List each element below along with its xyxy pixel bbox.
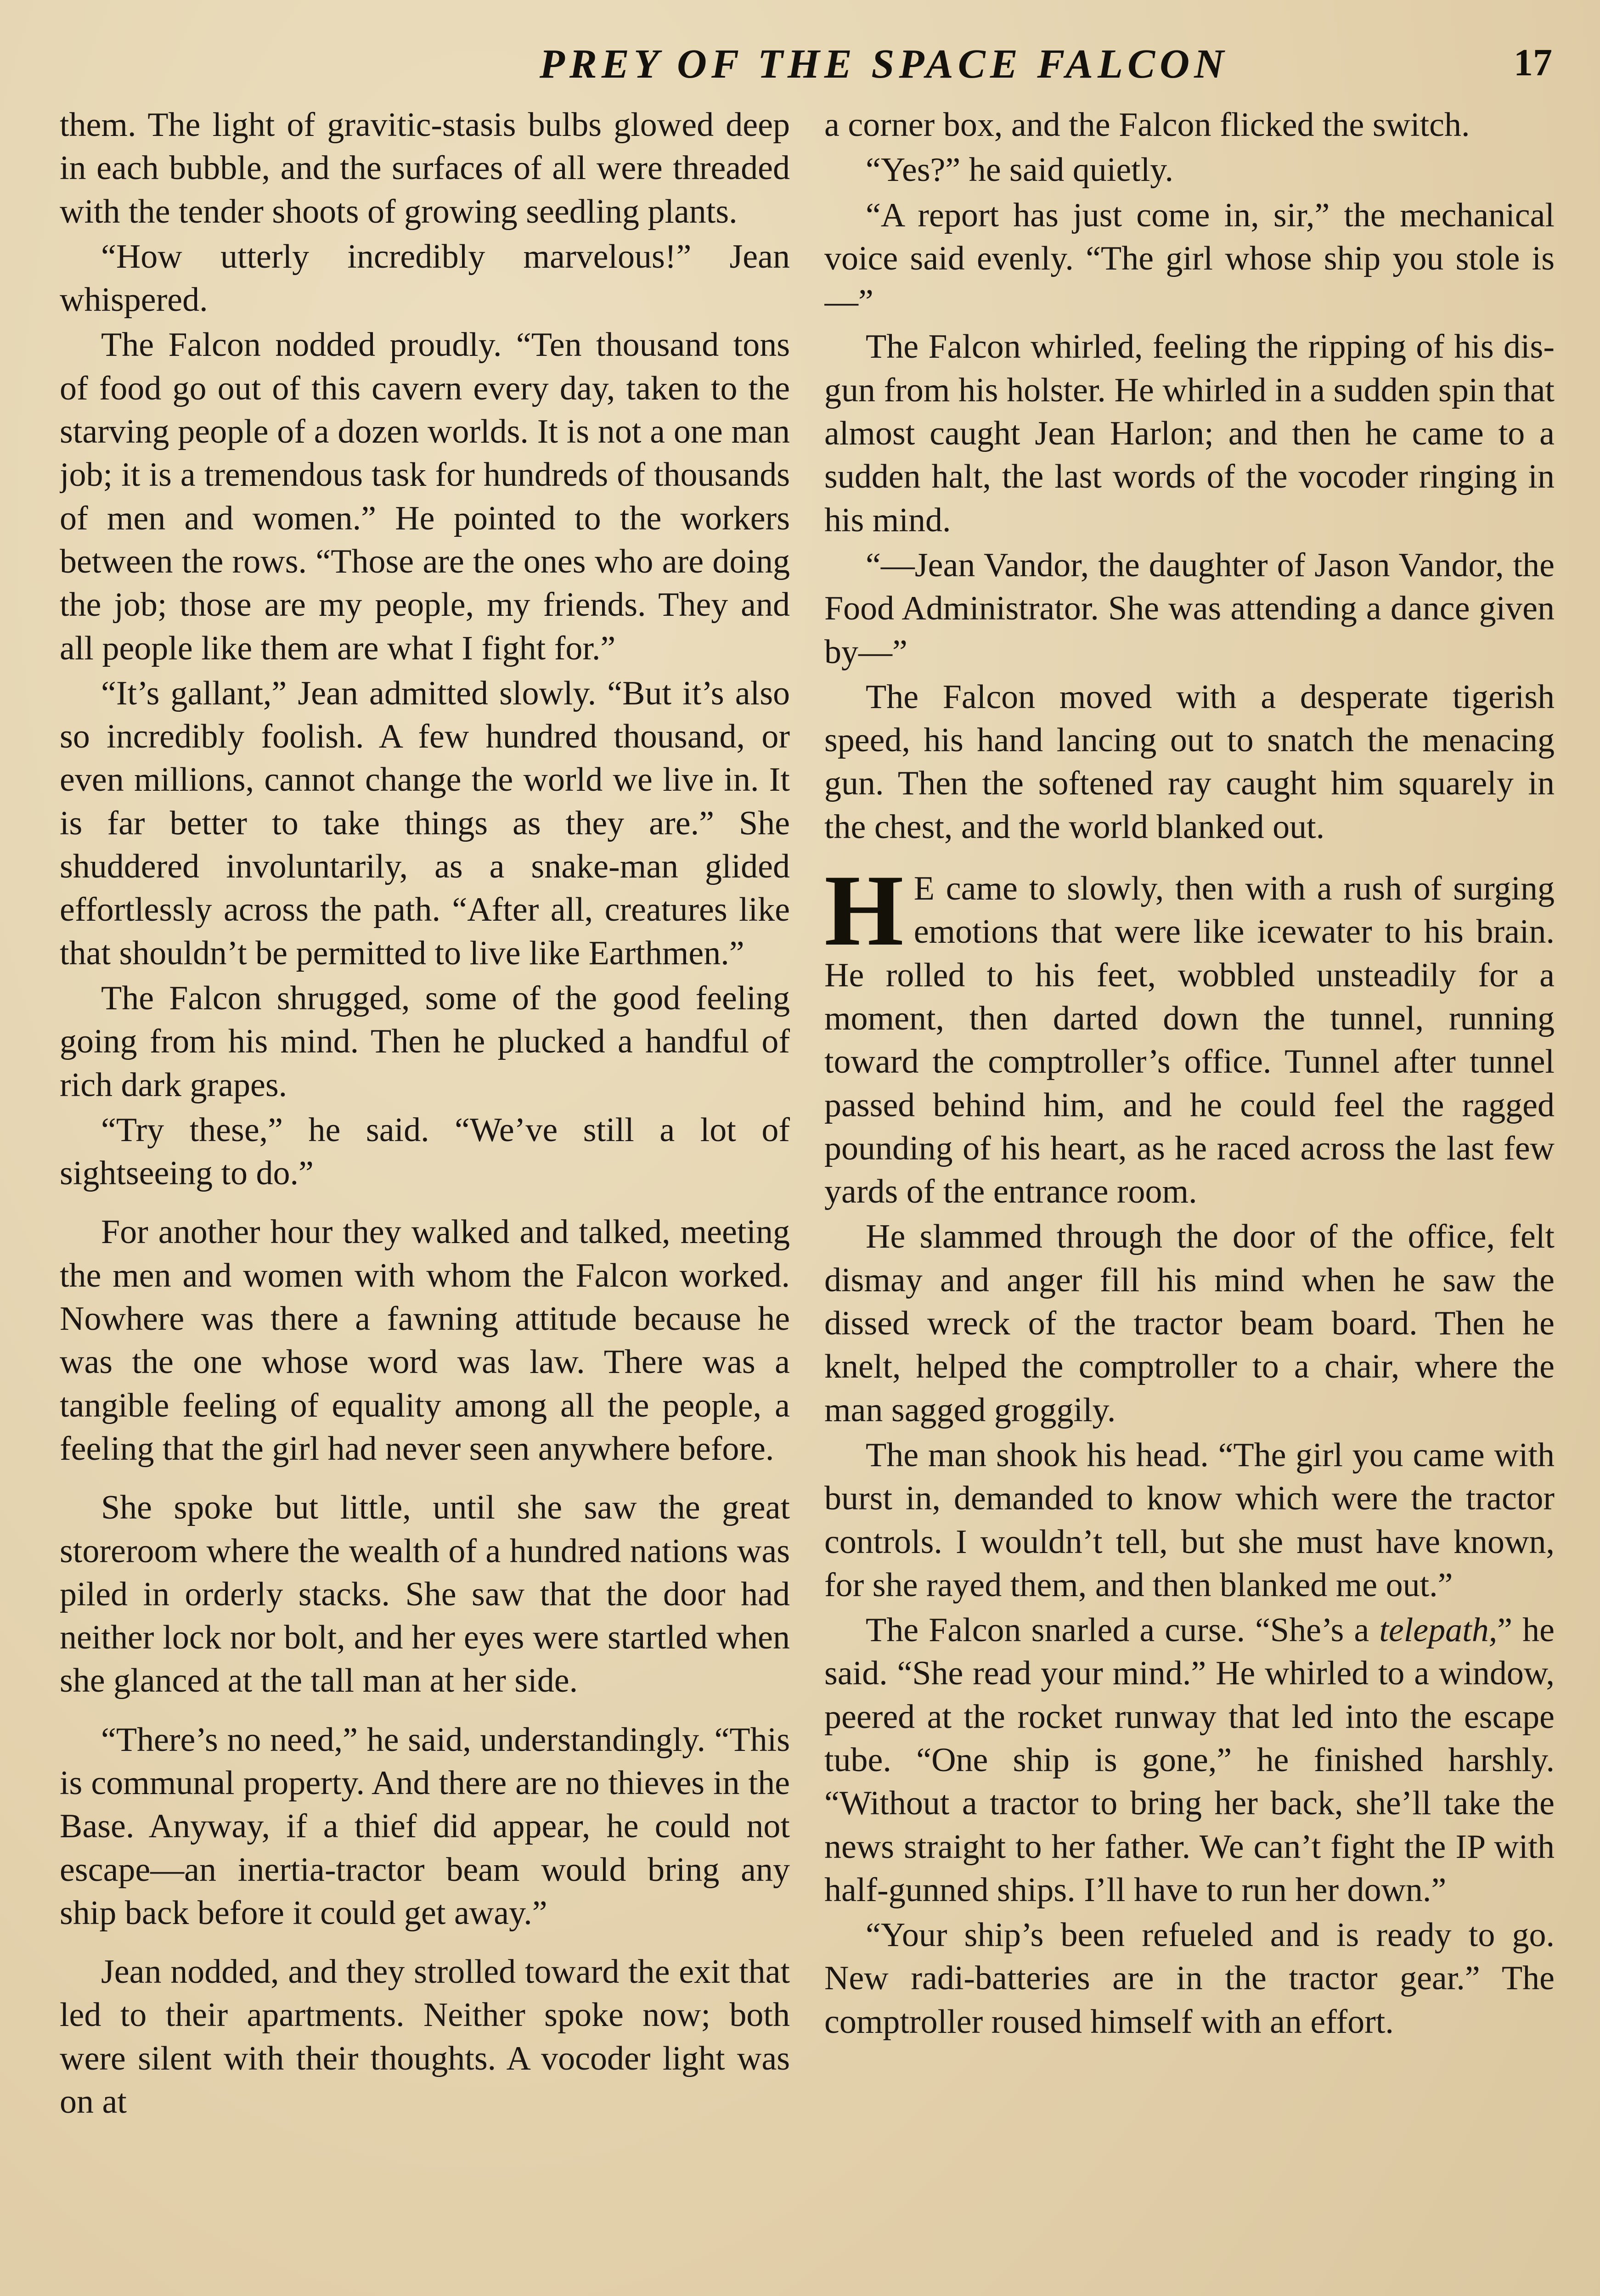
drop-cap: H bbox=[824, 854, 904, 968]
italic-word: telepath, bbox=[1379, 1611, 1498, 1649]
paragraph: a corner box, and the Falcon flicked the switch. bbox=[824, 106, 1470, 144]
paragraph: “How utterly incredibly marvelous!” Jean whispered. bbox=[60, 237, 790, 319]
paragraph: She spoke but little, until she saw the great storeroom where the wealth of a hundred nations was piled in orderly stacks. She saw that the door had neither lock nor bolt, and her eyes were startled when she glanced at the tall man at her side. bbox=[60, 1489, 790, 1700]
paragraph: “There’s no need,” he said, understandingly. “This is communal property. And there are no thieves in the Base. Anyway, if a thief did appear, he could not escape—an inertia-tractor beam would bring any ship back before it could get away.” bbox=[60, 1721, 790, 1932]
paragraph: For another hour they walked and talked, meeting the men and women with whom the Falcon worked. Nowhere was there a fawning attitude because he was the one whose word was law. There was a tangible feeling of equality among all the people, a feeling that the girl had never seen anywhere before. bbox=[60, 1213, 790, 1468]
paragraph: them. The light of gravitic-stasis bulbs glowed deep in each bubble, and the surfaces of all were threaded with the tender shoots of growing seedling plants. bbox=[60, 106, 790, 231]
paragraph: “Yes?” he said quietly. bbox=[866, 151, 1173, 189]
paragraph: Jean nodded, and they strolled toward the exit that led to their apartments. Neither spoke now; both were silent with their thoughts. A vocoder light was on at bbox=[60, 1953, 790, 2121]
running-title: PREY OF THE SPACE FALCON bbox=[539, 41, 1229, 87]
paragraph bbox=[824, 1609, 1555, 1912]
paragraph-text: ” he said. “She read your mind.” He whirled to a window, peered at the rocket runway that led into the escape tube. “One ship is gone,” he finished harshly. “Without a tractor to bring her back, she’ll take the news straight to her father. We can’t fight the IP with half-gunned ships. I’ll have to run her down.” bbox=[824, 1611, 1555, 1909]
paragraph: The Falcon shrugged, some of the good feeling going from his mind. Then he plucked a handful of rich dark grapes. bbox=[60, 979, 790, 1104]
paragraph: The man shook his head. “The girl you came with burst in, demanded to know which were the tractor controls. I wouldn’t tell, but she must have known, for she rayed them, and then blanked me out.” bbox=[824, 1436, 1555, 1604]
paragraph: He slammed through the door of the office, felt dismay and anger fill his mind when he saw the dissed wreck of the tractor beam board. Then he knelt, helped the comptroller to a chair, where the man sagged groggily. bbox=[824, 1218, 1555, 1429]
paragraph: The Falcon nodded proudly. “Ten thousand tons of food go out of this cavern every day, taken to the starving people of a dozen worlds. It is not a one man job; it is a tremendous task for hundreds of thousands of men and women.” He pointed to the workers between the rows. “Those are the ones who are doing the job; those are my people, my friends. They and all people like them are what I fight for.” bbox=[60, 326, 790, 667]
paragraph-text: The Falcon snarled a curse. “She’s a bbox=[866, 1611, 1380, 1649]
paragraph: “—Jean Vandor, the daughter of Jason Vandor, the Food Administrator. She was attending a dance given by—” bbox=[824, 546, 1555, 671]
paragraph: “A report has just come in, sir,” the mechanical voice said evenly. “The girl whose ship you stole is—” bbox=[824, 196, 1555, 321]
paragraph: The Falcon moved with a desperate tigerish speed, his hand lancing out to snatch the menacing gun. Then the softened ray caught him squarely in the chest, and the world blanked out. bbox=[824, 678, 1555, 846]
left-column bbox=[60, 103, 790, 2296]
scene-break-paragraph bbox=[824, 854, 1555, 1213]
page-header bbox=[60, 40, 1552, 109]
paragraph: “It’s gallant,” Jean admitted slowly. “But it’s also so incredibly foolish. A few hundred thousand, or even millions, cannot change the world we live in. It is far better to take things as they are.” She shuddered involuntarily, as a snake-man glided effortlessly across the path. “After all, creatures like that shouldn’t be permitted to live like Earthmen.” bbox=[60, 674, 790, 972]
right-column bbox=[824, 103, 1555, 2296]
paragraph-text: E came to slowly, then with a rush of surging emotions that were like icewater to his brain. He rolled to his feet, wobbled unsteadily for a moment, then darted down the tunnel, running toward the comptroller’s office. Tunnel after tunnel passed behind him, and he could feel the ragged pounding of his heart, as he raced across the last few yards of the entrance room. bbox=[824, 870, 1555, 1211]
paragraph: “Your ship’s been refueled and is ready to go. New radi-batteries are in the tractor gear.” The comptroller roused himself with an effort. bbox=[824, 1916, 1555, 2041]
paragraph: “Try these,” he said. “We’ve still a lot of sightseeing to do.” bbox=[60, 1111, 790, 1193]
paragraph: The Falcon whirled, feeling the ripping of his dis-gun from his holster. He whirled in a sudden spin that almost caught Jean Harlon; and then he came to a sudden halt, the last words of the vocoder ringing in his mind. bbox=[824, 328, 1555, 539]
page-number: 17 bbox=[1514, 41, 1552, 84]
